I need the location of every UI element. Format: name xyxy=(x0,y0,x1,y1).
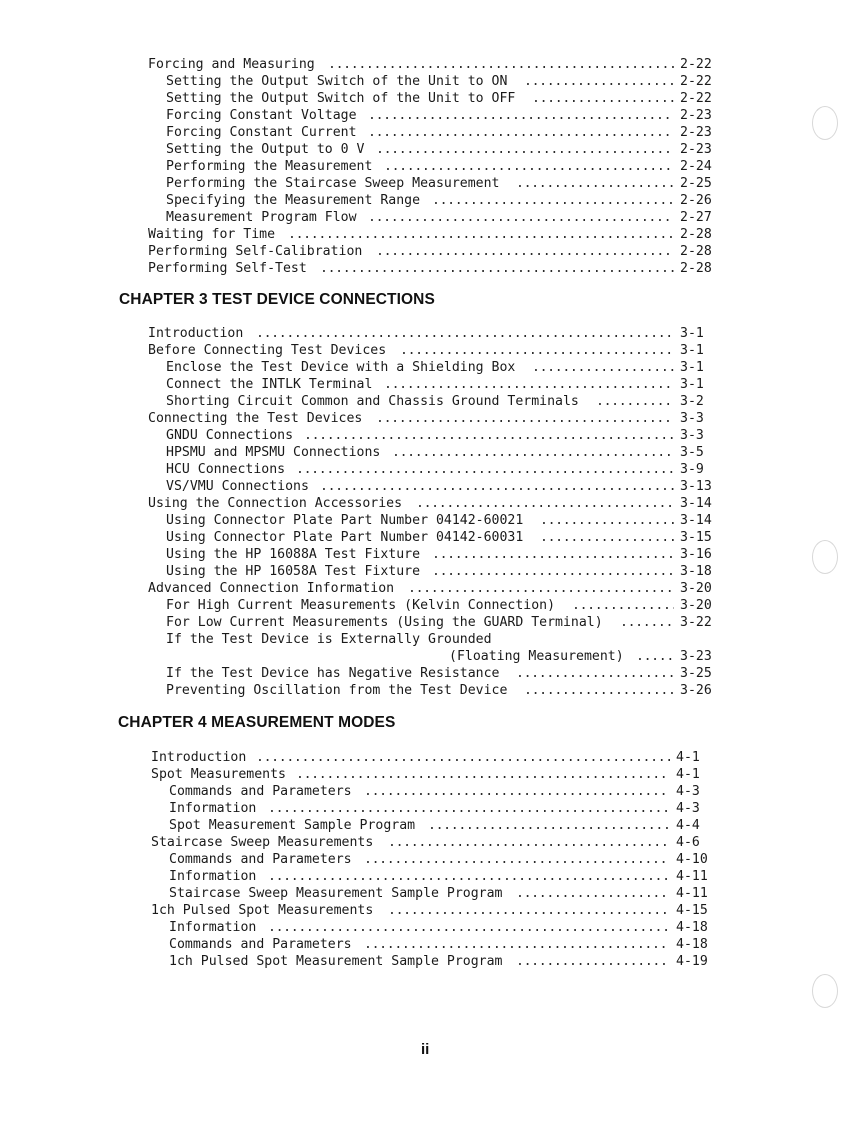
toc-dot-leader xyxy=(364,851,670,868)
toc-entry[interactable] xyxy=(0,175,866,192)
toc-entry-title: Enclose the Test Device with a Shielding Box xyxy=(166,360,516,375)
toc-entry-title: Commands and Parameters xyxy=(169,784,352,799)
toc-entry-title: Using the HP 16088A Test Fixture xyxy=(166,547,421,562)
toc-entry-page: 2-22 xyxy=(680,57,712,72)
toc-entry-page: 2-22 xyxy=(680,74,712,89)
toc-dot-leader xyxy=(620,614,674,631)
toc-entry-page: 3-1 xyxy=(680,377,704,392)
toc-entry-title: Specifying the Measurement Range xyxy=(166,193,421,208)
toc-entry[interactable] xyxy=(0,141,866,158)
toc-dot-leader xyxy=(384,158,674,175)
toc-entry-page: 4-18 xyxy=(676,920,708,935)
toc-dot-leader xyxy=(428,817,670,834)
toc-entry[interactable] xyxy=(0,546,866,563)
toc-entry-page: 2-23 xyxy=(680,142,712,157)
toc-dot-leader xyxy=(524,73,674,90)
toc-entry[interactable] xyxy=(0,73,866,90)
toc-entry-title: Performing the Measurement xyxy=(166,159,373,174)
toc-entry[interactable] xyxy=(0,56,866,73)
toc-entry[interactable] xyxy=(0,648,866,665)
toc-entry[interactable] xyxy=(0,800,866,817)
toc-dot-leader xyxy=(432,563,674,580)
toc-entry-title: Spot Measurement Sample Program xyxy=(169,818,416,833)
toc-entry-page: 3-15 xyxy=(680,530,712,545)
toc-entry[interactable] xyxy=(0,834,866,851)
toc-entry[interactable] xyxy=(0,209,866,226)
toc-entry-page: 2-28 xyxy=(680,244,712,259)
toc-dot-leader xyxy=(540,512,674,529)
toc-entry-title: Performing Self-Test xyxy=(148,261,307,276)
toc-entry[interactable] xyxy=(0,783,866,800)
toc-entry-page: 2-28 xyxy=(680,261,712,276)
toc-entry-page: 3-14 xyxy=(680,513,712,528)
toc-entry[interactable] xyxy=(0,868,866,885)
toc-entry-page: 2-26 xyxy=(680,193,712,208)
toc-entry[interactable] xyxy=(0,90,866,107)
toc-entry-title: Setting the Output to 0 V xyxy=(166,142,365,157)
toc-entry-page: 3-1 xyxy=(680,360,704,375)
toc-entry-title: Commands and Parameters xyxy=(169,852,352,867)
toc-dot-leader xyxy=(524,682,674,699)
toc-entry-title: Measurement Program Flow xyxy=(166,210,357,225)
toc-dot-leader xyxy=(432,192,674,209)
chapter-3-heading: CHAPTER 3 TEST DEVICE CONNECTIONS xyxy=(119,291,435,308)
toc-dot-leader xyxy=(432,546,674,563)
toc-dot-leader xyxy=(596,393,674,410)
toc-entry-title: Forcing Constant Voltage xyxy=(166,108,357,123)
toc-entry-page: 3-22 xyxy=(680,615,712,630)
toc-entry-title: Using the HP 16058A Test Fixture xyxy=(166,564,421,579)
toc-entry-page: 4-19 xyxy=(676,954,708,969)
toc-dot-leader xyxy=(572,597,674,614)
toc-entry-title: Information xyxy=(169,869,257,884)
toc-entry-title: Setting the Output Switch of the Unit to ON xyxy=(166,74,508,89)
toc-section-chapter4 xyxy=(0,749,866,970)
toc-entry-page: 4-18 xyxy=(676,937,708,952)
toc-entry-title: 1ch Pulsed Spot Measurement Sample Program xyxy=(169,954,503,969)
toc-dot-leader xyxy=(388,902,670,919)
toc-dot-leader xyxy=(516,953,670,970)
toc-entry-title: Before Connecting Test Devices xyxy=(148,343,387,358)
toc-dot-leader xyxy=(388,834,670,851)
toc-dot-leader xyxy=(320,260,674,277)
toc-dot-leader xyxy=(516,885,670,902)
toc-entry[interactable] xyxy=(0,495,866,512)
toc-dot-leader xyxy=(328,56,674,73)
toc-entry-page: 2-27 xyxy=(680,210,712,225)
toc-entry[interactable] xyxy=(0,631,866,648)
toc-entry[interactable] xyxy=(0,665,866,682)
toc-dot-leader xyxy=(368,209,674,226)
toc-entry-page: 3-3 xyxy=(680,428,704,443)
toc-entry-page: 3-18 xyxy=(680,564,712,579)
toc-dot-leader xyxy=(256,325,674,342)
toc-dot-leader xyxy=(268,919,670,936)
toc-entry-title: If the Test Device has Negative Resistance xyxy=(166,666,500,681)
toc-dot-leader xyxy=(296,461,674,478)
toc-entry-page: 2-23 xyxy=(680,108,712,123)
toc-entry-title: Setting the Output Switch of the Unit to OFF xyxy=(166,91,516,106)
toc-entry[interactable] xyxy=(0,902,866,919)
toc-entry[interactable] xyxy=(0,817,866,834)
toc-entry-title: Performing the Staircase Sweep Measurement xyxy=(166,176,500,191)
toc-entry-title: For Low Current Measurements (Using the GUARD Terminal) xyxy=(166,615,603,630)
toc-dot-leader xyxy=(516,175,674,192)
toc-entry-page: 3-3 xyxy=(680,411,704,426)
toc-entry[interactable] xyxy=(0,936,866,953)
toc-entry-title: VS/VMU Connections xyxy=(166,479,309,494)
toc-entry[interactable] xyxy=(0,682,866,699)
toc-dot-leader xyxy=(288,226,674,243)
toc-entry[interactable] xyxy=(0,919,866,936)
toc-entry[interactable] xyxy=(0,580,866,597)
toc-entry-page: 2-25 xyxy=(680,176,712,191)
punch-hole-middle xyxy=(812,540,838,574)
toc-entry[interactable] xyxy=(0,766,866,783)
toc-entry-title: Advanced Connection Information xyxy=(148,581,395,596)
toc-dot-leader xyxy=(400,342,674,359)
toc-entry-page: 3-20 xyxy=(680,598,712,613)
toc-entry[interactable] xyxy=(0,512,866,529)
toc-entry[interactable] xyxy=(0,226,866,243)
toc-entry[interactable] xyxy=(0,529,866,546)
toc-entry-title: Using the Connection Accessories xyxy=(148,496,403,511)
toc-entry[interactable] xyxy=(0,461,866,478)
toc-entry-title: Shorting Circuit Common and Chassis Ground Terminals xyxy=(166,394,579,409)
toc-dot-leader xyxy=(516,665,674,682)
toc-entry-title: HCU Connections xyxy=(166,462,286,477)
toc-entry-title: Waiting for Time xyxy=(148,227,276,242)
toc-entry[interactable] xyxy=(0,107,866,124)
toc-entry-title: If the Test Device is Externally Grounded xyxy=(166,632,492,647)
toc-dot-leader xyxy=(368,124,674,141)
toc-entry[interactable] xyxy=(0,427,866,444)
toc-entry-page: 4-1 xyxy=(676,750,700,765)
toc-entry-page: 2-22 xyxy=(680,91,712,106)
toc-entry-title: Using Connector Plate Part Number 04142-60021 xyxy=(166,513,524,528)
punch-hole-bottom xyxy=(812,974,838,1008)
toc-entry-page: 2-28 xyxy=(680,227,712,242)
toc-dot-leader xyxy=(320,478,674,495)
toc-entry[interactable] xyxy=(0,749,866,766)
toc-entry-title: Information xyxy=(169,920,257,935)
toc-entry-title: Commands and Parameters xyxy=(169,937,352,952)
toc-dot-leader xyxy=(636,648,674,665)
toc-entry-page: 3-14 xyxy=(680,496,712,511)
toc-entry[interactable] xyxy=(0,444,866,461)
toc-entry-page: 4-4 xyxy=(676,818,700,833)
toc-entry-page: 4-11 xyxy=(676,869,708,884)
toc-dot-leader xyxy=(376,243,674,260)
toc-dot-leader xyxy=(296,766,670,783)
toc-entry[interactable] xyxy=(0,376,866,393)
toc-entry-page: 4-3 xyxy=(676,784,700,799)
toc-entry-title: HPSMU and MPSMU Connections xyxy=(166,445,381,460)
toc-entry-page: 4-1 xyxy=(676,767,700,782)
toc-entry-title: Connecting the Test Devices xyxy=(148,411,363,426)
toc-dot-leader xyxy=(384,376,674,393)
toc-entry-page: 3-20 xyxy=(680,581,712,596)
toc-dot-leader xyxy=(416,495,674,512)
toc-entry-page: 3-9 xyxy=(680,462,704,477)
toc-entry[interactable] xyxy=(0,851,866,868)
toc-dot-leader xyxy=(364,783,670,800)
toc-entry-title: Introduction xyxy=(151,750,247,765)
punch-hole-top xyxy=(812,106,838,140)
toc-entry[interactable] xyxy=(0,393,866,410)
toc-entry[interactable] xyxy=(0,260,866,277)
toc-entry-title: For High Current Measurements (Kelvin Connection) xyxy=(166,598,556,613)
toc-entry-page: 3-26 xyxy=(680,683,712,698)
toc-entry-title: Forcing and Measuring xyxy=(148,57,315,72)
toc-entry-page: 4-11 xyxy=(676,886,708,901)
toc-entry-page: 3-2 xyxy=(680,394,704,409)
toc-entry[interactable] xyxy=(0,614,866,631)
toc-entry-page: 2-23 xyxy=(680,125,712,140)
toc-entry-title: GNDU Connections xyxy=(166,428,294,443)
toc-entry[interactable] xyxy=(0,192,866,209)
toc-dot-leader xyxy=(304,427,674,444)
toc-entry-page: 3-13 xyxy=(680,479,712,494)
toc-entry[interactable] xyxy=(0,953,866,970)
toc-entry-page: 3-25 xyxy=(680,666,712,681)
toc-dot-leader xyxy=(368,107,674,124)
toc-dot-leader xyxy=(540,529,674,546)
toc-entry-page: 2-24 xyxy=(680,159,712,174)
page-number: ii xyxy=(421,1041,430,1058)
toc-entry[interactable] xyxy=(0,342,866,359)
toc-dot-leader xyxy=(408,580,674,597)
toc-entry[interactable] xyxy=(0,243,866,260)
toc-dot-leader xyxy=(392,444,674,461)
toc-dot-leader xyxy=(268,868,670,885)
toc-section-chapter3 xyxy=(0,325,866,699)
toc-dot-leader xyxy=(532,90,674,107)
toc-entry[interactable] xyxy=(0,124,866,141)
toc-entry-title: Preventing Oscillation from the Test Device xyxy=(166,683,508,698)
toc-entry-page: 3-5 xyxy=(680,445,704,460)
toc-entry-title: Spot Measurements xyxy=(151,767,286,782)
toc-entry[interactable] xyxy=(0,158,866,175)
toc-section-chapter2-continued xyxy=(0,56,866,277)
toc-entry-title: Introduction xyxy=(148,326,244,341)
toc-entry[interactable] xyxy=(0,359,866,376)
toc-entry-title: Information xyxy=(169,801,257,816)
toc-dot-leader xyxy=(256,749,670,766)
toc-entry[interactable] xyxy=(0,410,866,427)
toc-entry[interactable] xyxy=(0,885,866,902)
toc-entry-page: 3-1 xyxy=(680,343,704,358)
toc-entry[interactable] xyxy=(0,597,866,614)
toc-dot-leader xyxy=(364,936,670,953)
toc-entry-title: Using Connector Plate Part Number 04142-60031 xyxy=(166,530,524,545)
toc-dot-leader xyxy=(268,800,670,817)
toc-entry-title: Staircase Sweep Measurements xyxy=(151,835,374,850)
toc-entry-title: 1ch Pulsed Spot Measurements xyxy=(151,903,374,918)
toc-dot-leader xyxy=(532,359,674,376)
toc-entry-page: 4-6 xyxy=(676,835,700,850)
toc-entry-title: Forcing Constant Current xyxy=(166,125,357,140)
toc-entry-page: 4-3 xyxy=(676,801,700,816)
toc-entry-title: (Floating Measurement) xyxy=(449,649,624,664)
toc-entry[interactable] xyxy=(0,563,866,580)
toc-dot-leader xyxy=(376,410,674,427)
toc-dot-leader xyxy=(376,141,674,158)
toc-entry-title: Staircase Sweep Measurement Sample Program xyxy=(169,886,503,901)
toc-entry[interactable] xyxy=(0,325,866,342)
toc-entry-page: 4-10 xyxy=(676,852,708,867)
toc-entry-page: 4-15 xyxy=(676,903,708,918)
toc-entry-page: 3-16 xyxy=(680,547,712,562)
toc-entry-page: 3-1 xyxy=(680,326,704,341)
toc-entry-title: Performing Self-Calibration xyxy=(148,244,363,259)
chapter-4-heading: CHAPTER 4 MEASUREMENT MODES xyxy=(118,714,396,731)
toc-entry-page: 3-23 xyxy=(680,649,712,664)
toc-entry[interactable] xyxy=(0,478,866,495)
toc-entry-title: Connect the INTLK Terminal xyxy=(166,377,373,392)
